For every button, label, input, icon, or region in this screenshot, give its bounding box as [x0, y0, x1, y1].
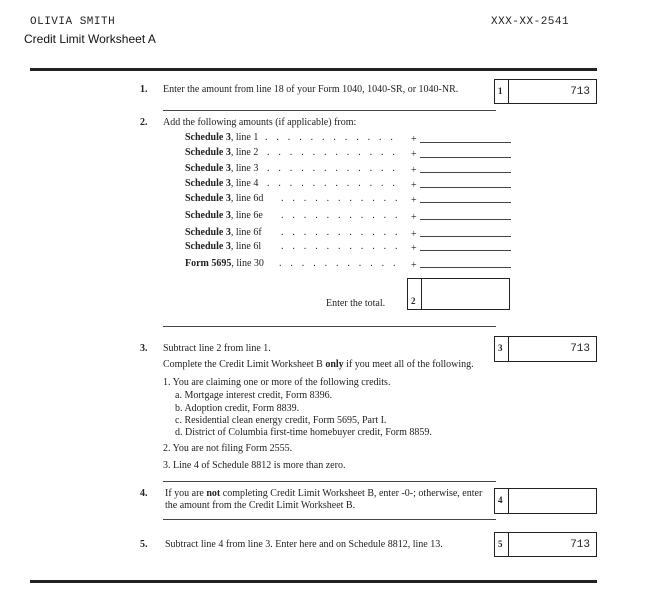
- schedule-item: Form 5695, line 30: [185, 258, 264, 269]
- line2-box[interactable]: [407, 278, 510, 310]
- line5-text: Subtract line 4 from line 3. Enter here and on Schedule 8812, line 13.: [165, 539, 443, 550]
- schedule-item: Schedule 3, line 6l: [185, 241, 262, 252]
- line3-number: 3.: [140, 343, 148, 354]
- plus-sign: +: [411, 134, 417, 145]
- plus-sign: +: [411, 180, 417, 191]
- condition-1c: c. Residential clean energy credit, Form 5695, Part I.: [175, 415, 387, 426]
- line1-divider: [163, 110, 496, 111]
- schedule-item: Schedule 3, line 3: [185, 163, 259, 174]
- plus-sign: +: [411, 260, 417, 271]
- taxpayer-ssn: XXX-XX-2541: [491, 16, 570, 28]
- leader-dots: . . . . . . . . . . .: [281, 241, 401, 252]
- plus-sign: +: [411, 149, 417, 160]
- line5-box-label: 5: [495, 533, 509, 556]
- leader-dots: . . . . . . . . . . .: [279, 258, 399, 269]
- entry-line[interactable]: [420, 202, 511, 203]
- plus-sign: +: [411, 243, 417, 254]
- plus-sign: +: [411, 212, 417, 223]
- line5-number: 5.: [140, 539, 148, 550]
- entry-line[interactable]: [420, 187, 511, 188]
- schedule-item: Schedule 3, line 2: [185, 147, 259, 158]
- schedule-item: Schedule 3, line 6f: [185, 227, 262, 238]
- condition-2: 2. You are not filing Form 2555.: [163, 443, 293, 454]
- line1-text: Enter the amount from line 18 of your Form 1040, 1040-SR, or 1040-NR.: [163, 84, 459, 95]
- plus-sign: +: [411, 165, 417, 176]
- line3-complete-note: Complete the Credit Limit Worksheet B only if you meet all of the following.: [163, 359, 474, 370]
- leader-dots: . . . . . . . . . . . .: [267, 178, 399, 189]
- line4-number: 4.: [140, 488, 148, 499]
- entry-line[interactable]: [420, 172, 511, 173]
- leader-dots: . . . . . . . . . . .: [281, 193, 401, 204]
- schedule-item: Schedule 3, line 6e: [185, 210, 263, 221]
- entry-line[interactable]: [420, 142, 511, 143]
- line1-box[interactable]: [494, 79, 597, 104]
- line1-number: 1.: [140, 84, 148, 95]
- line2-number: 2.: [140, 117, 148, 128]
- line5-box[interactable]: [494, 532, 597, 557]
- schedule-item: Schedule 3, line 6d: [185, 193, 264, 204]
- line2-divider: [163, 326, 496, 327]
- entry-line[interactable]: [420, 236, 511, 237]
- line4-box[interactable]: [494, 488, 597, 514]
- line1-value: 713: [570, 86, 590, 98]
- line4-text: If you are not completing Credit Limit Worksheet B, enter -0-; otherwise, enter: [165, 488, 483, 499]
- line3-box-label: 3: [495, 337, 509, 361]
- line4-box-label: 4: [495, 489, 509, 513]
- bottom-rule: [30, 580, 597, 583]
- plus-sign: +: [411, 229, 417, 240]
- taxpayer-name: OLIVIA SMITH: [30, 16, 116, 28]
- leader-dots: . . . . . . . . . . . .: [267, 147, 399, 158]
- line3-value: 713: [570, 343, 590, 355]
- schedule-item: Schedule 3, line 4: [185, 178, 259, 189]
- line4-text-continued: the amount from the Credit Limit Worksheet B.: [165, 500, 356, 511]
- leader-dots: . . . . . . . . . . .: [281, 227, 401, 238]
- condition-1: 1. You are claiming one or more of the following credits.: [163, 377, 391, 388]
- line2-total-text: Enter the total.: [326, 298, 386, 309]
- line5-value: 713: [570, 539, 590, 551]
- leader-dots: . . . . . . . . . . . .: [265, 132, 397, 143]
- line3-divider: [163, 481, 496, 482]
- leader-dots: . . . . . . . . . . .: [281, 210, 401, 221]
- entry-line[interactable]: [420, 219, 511, 220]
- condition-1a: a. Mortgage interest credit, Form 8396.: [175, 390, 333, 401]
- worksheet-title: Credit Limit Worksheet A: [24, 32, 156, 46]
- entry-line[interactable]: [420, 250, 511, 251]
- condition-3: 3. Line 4 of Schedule 8812 is more than zero.: [163, 460, 346, 471]
- line2-text: Add the following amounts (if applicable) from:: [163, 117, 357, 128]
- condition-1b: b. Adoption credit, Form 8839.: [175, 403, 300, 414]
- entry-line[interactable]: [420, 157, 511, 158]
- line2-box-label: 2: [408, 279, 422, 309]
- leader-dots: . . . . . . . . . . . .: [267, 163, 399, 174]
- schedule-item: Schedule 3, line 1: [185, 132, 259, 143]
- plus-sign: +: [411, 195, 417, 206]
- entry-line[interactable]: [420, 267, 511, 268]
- line3-text: Subtract line 2 from line 1.: [163, 343, 271, 354]
- condition-1d: d. District of Columbia first-time homebuyer credit, Form 8859.: [175, 427, 432, 438]
- line1-box-label: 1: [495, 80, 509, 103]
- line4-divider: [163, 519, 496, 520]
- top-rule: [30, 68, 597, 71]
- line3-box[interactable]: [494, 336, 597, 362]
